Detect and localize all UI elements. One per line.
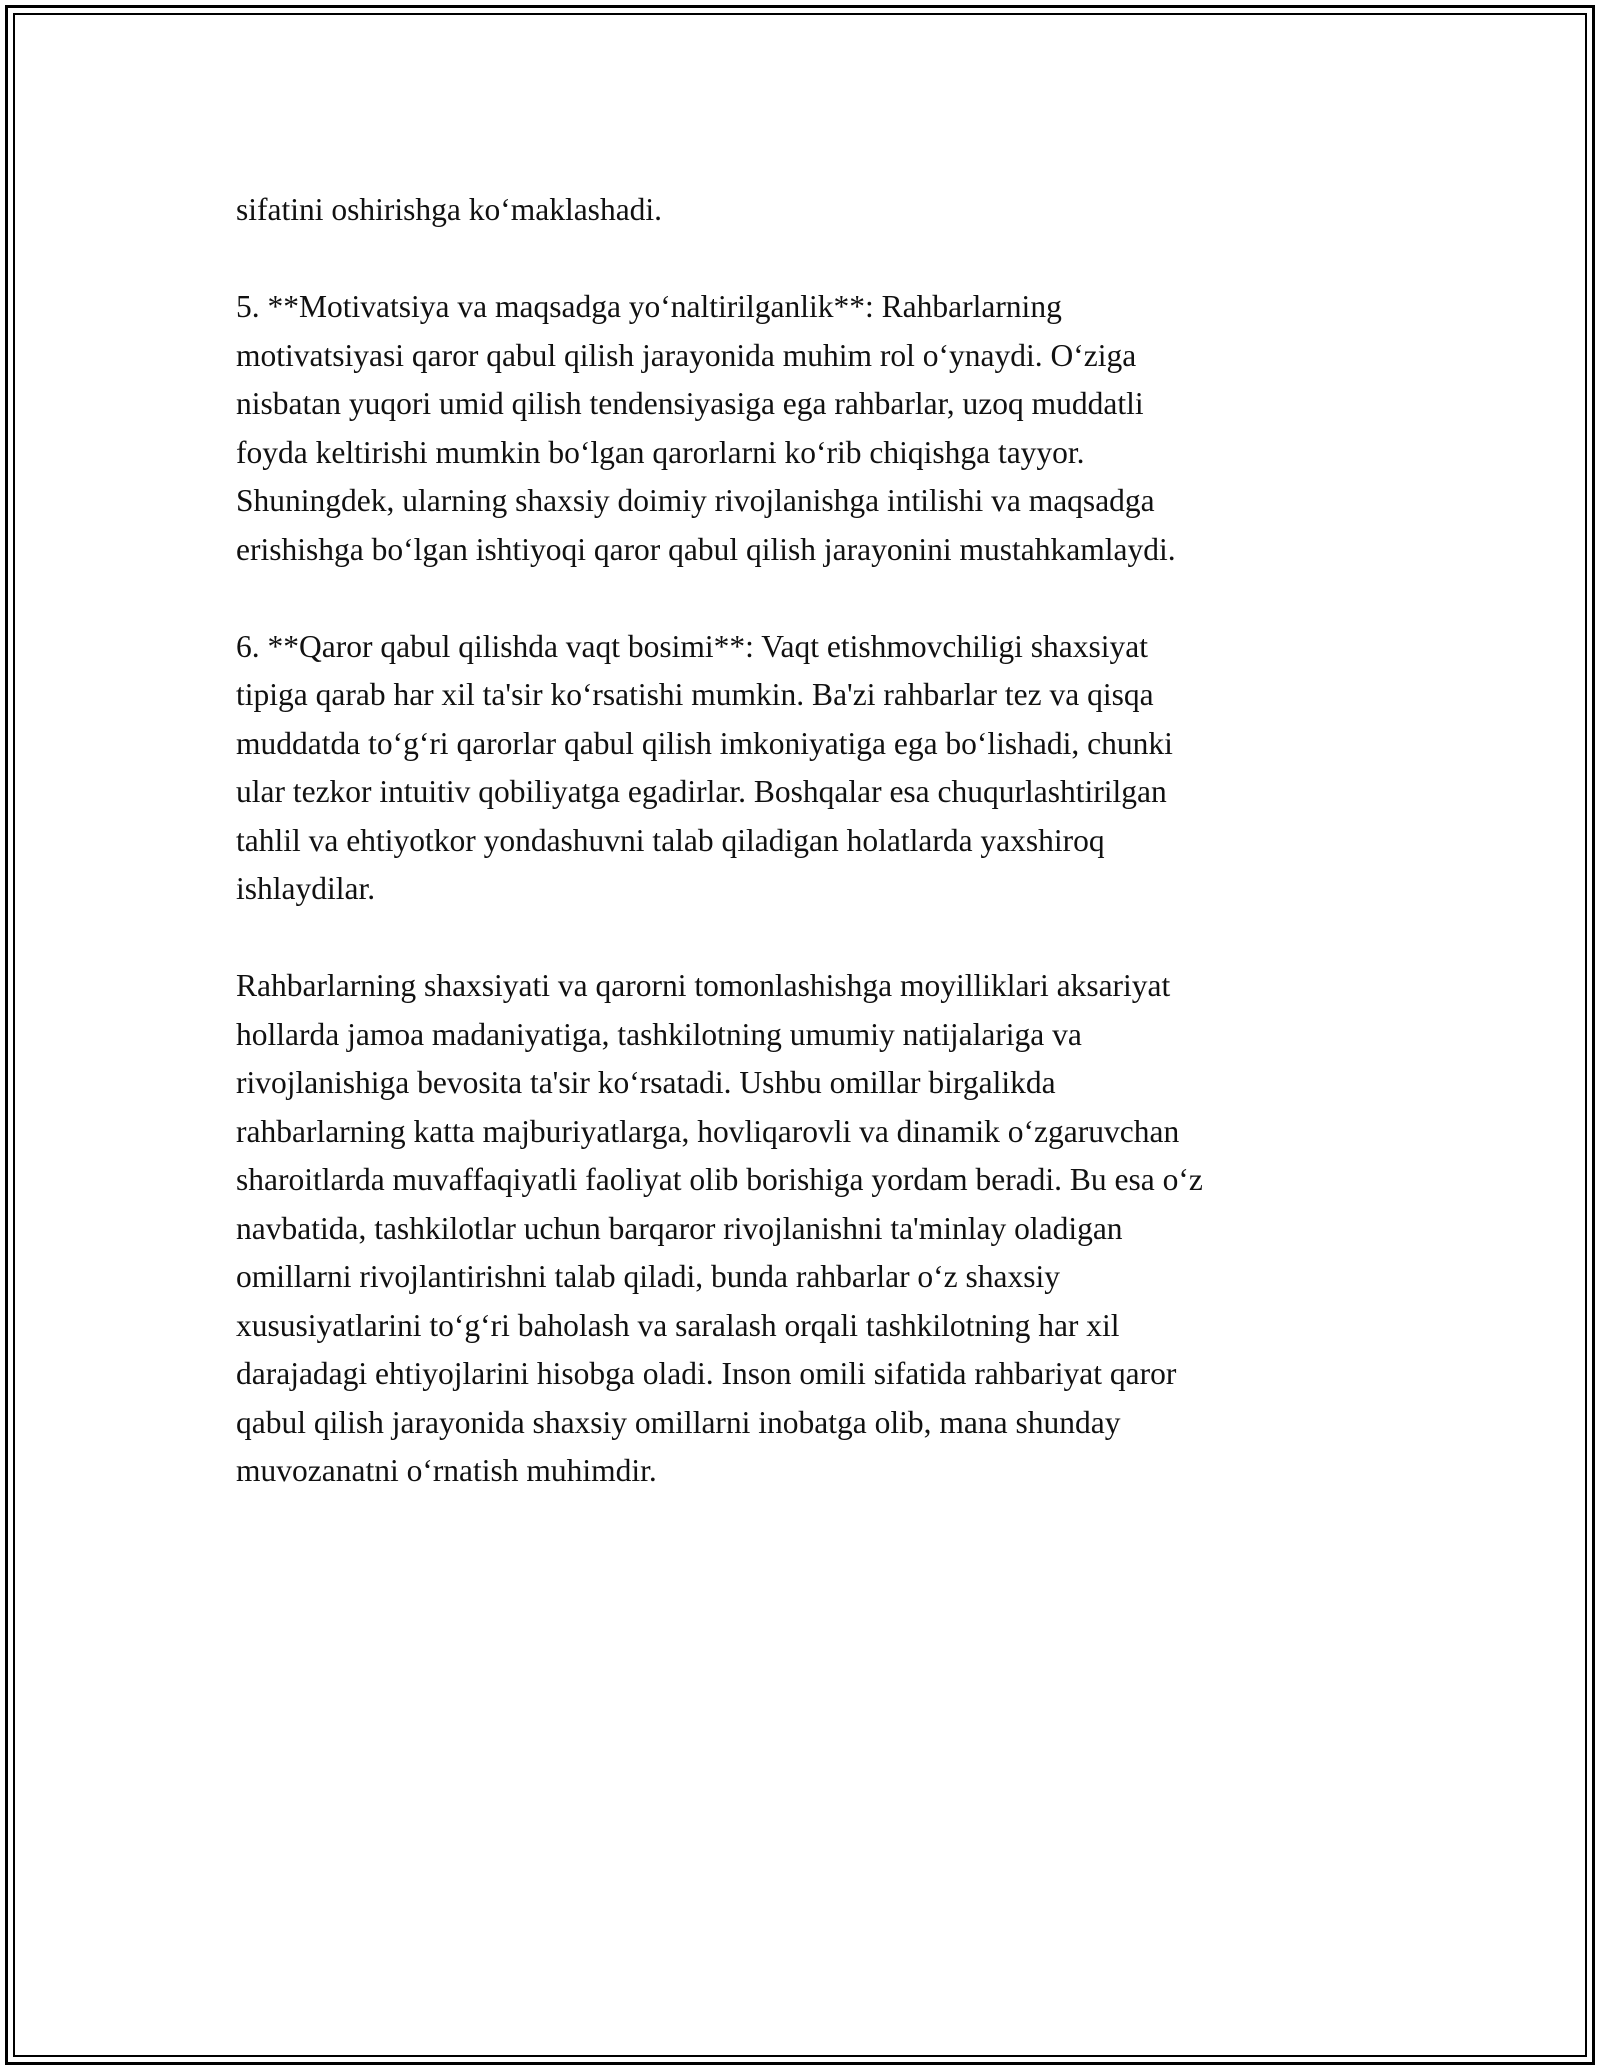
paragraph-item-6-time-pressure: 6. **Qaror qabul qilishda vaqt bosimi**: Vaqt etishmovchiligi shaxsiyat tipiga qarab har xil ta'sir ko‘rsatishi mumkin. Ba'zi rahbarlar tez va qisqa muddatda to‘g‘ri qarorlar qabul qilish imkoniyatiga ega bo‘lishadi, chunki ular tezkor intuitiv qobiliyatga egadirlar. Boshqalar esa chuqurlashtirilgan tahlil va ehtiyotkor yondashuvni talab qiladigan holatlarda yaxshiroq ishlaydilar. <box>236 628 1173 906</box>
document-body <box>236 186 1376 1544</box>
paragraph-item-5-motivation: 5. **Motivatsiya va maqsadga yo‘naltirilganlik**: Rahbarlarning motivatsiyasi qaror qabul qilish jarayonida muhim rol o‘ynaydi. O‘ziga nisbatan yuqori umid qilish tendensiyasiga ega rahbarlar, uzoq muddatli foyda keltirishi mumkin bo‘lgan qarorlarni ko‘rib chiqishga tayyor. Shuningdek, ularning shaxsiy doimiy rivojlanishga intilishi va maqsadga erishishga bo‘lgan ishtiyoqi qaror qabul qilish jarayonini mustahkamlaydi. <box>236 289 1176 567</box>
paragraph-conclusion: Rahbarlarning shaxsiyati va qarorni tomonlashishga moyilliklari aksariyat hollarda jamoa madaniyatiga, tashkilotning umumiy natijalariga va rivojlanishiga bevosita ta'sir ko‘rsatadi. Ushbu omillar birgalikda rahbarlarning katta majburiyatlarga, hovliqarovli va dinamik o‘zgaruvchan sharoitlarda muvaffaqiyatli faoliyat olib borishiga yordam beradi. Bu esa o‘z navbatida, tashkilotlar uchun barqaror rivojlanishni ta'minlay oladigan omillarni rivojlantirishni talab qiladi, bunda rahbarlar o‘z shaxsiy xususiyatlarini to‘g‘ri baholash va saralash orqali tashkilotning har xil darajadagi ehtiyojlarini hisobga oladi. Inson omili sifatida rahbariyat qaror qabul qilish jarayonida shaxsiy omillarni inobatga olib, mana shunday muvozanatni o‘rnatish muhimdir. <box>236 968 1203 1488</box>
paragraph-continuation: sifatini oshirishga ko‘maklashadi. <box>236 192 663 227</box>
